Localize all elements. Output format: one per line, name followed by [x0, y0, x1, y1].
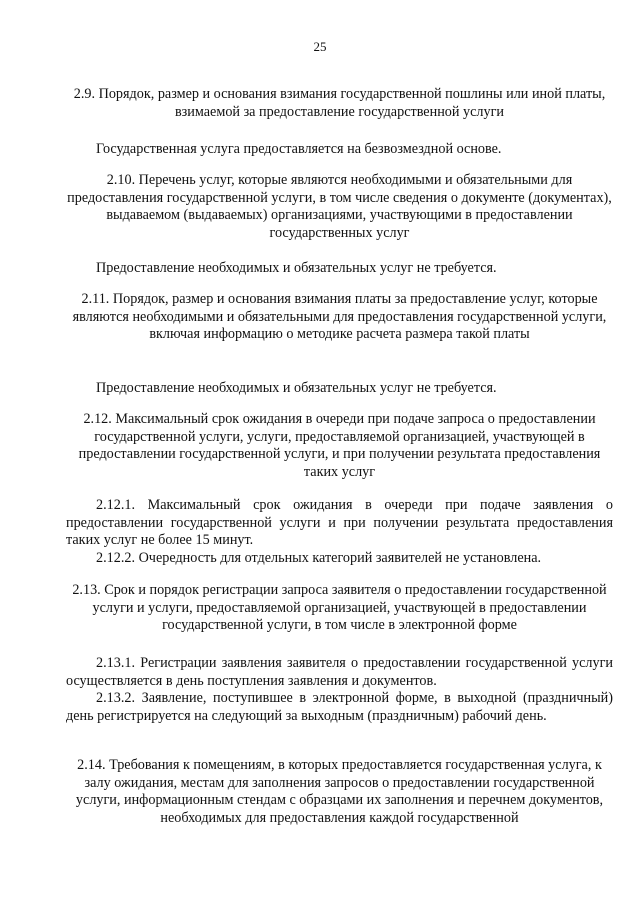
section-2-9-heading: 2.9. Порядок, размер и основания взимания государственной пошлины или иной платы, взимаемой за предоставление государственной услуги — [73, 86, 606, 120]
section-2-12-1-text: 2.12.1. Максимальный срок ожидания в очереди при подаче заявления о предоставлении государственной услуги и при получении результата предоставления таких услуг не более 15 минут. — [66, 497, 613, 549]
section-2-9-text: Государственная услуга предоставляется на безвозмездной основе. — [96, 141, 502, 157]
section-2-11-heading: 2.11. Порядок, размер и основания взимания платы за предоставление услуг, которые являются необходимыми и обязательными для предоставления государственной услуги, включая информацию о методике расчета размера такой платы — [72, 291, 607, 343]
page-number: 25 — [313, 39, 327, 54]
section-2-13-2-text: 2.13.2. Заявление, поступившее в электронной форме, в выходной (праздничный) день регистрируется на следующий за выходным (праздничным) рабочий день. — [66, 690, 613, 724]
section-2-14-heading: 2.14. Требования к помещениям, в которых предоставляется государственная услуга, к залу ожидания, местам для заполнения запросов о предоставлении государственной услуги, информационным стендам с образцами их заполнения и перечнем документов, необходимых для предоставления каждой государственной — [75, 757, 604, 826]
section-2-13-heading: 2.13. Срок и порядок регистрации запроса заявителя о предоставлении государственной услуги и услуги, предоставляемой организацией, участвующей в предоставлении государственной услуги, в том числе в электронной форме — [72, 582, 607, 634]
section-2-12-heading: 2.12. Максимальный срок ожидания в очереди при подаче запроса о предоставлении государственной услуги, услуги, предоставляемой организацией, участвующей в предоставлении государственной услуги, и при получении результата предоставления таких услуг — [78, 411, 601, 480]
section-2-10-text: Предоставление необходимых и обязательных услуг не требуется. — [96, 260, 497, 276]
section-2-12-2-text: 2.12.2. Очередность для отдельных категорий заявителей не установлена. — [96, 550, 542, 566]
section-2-13-1-text: 2.13.1. Регистрации заявления заявителя о предоставлении государственной услуги осуществляется в день поступления заявления и документов. — [66, 655, 613, 689]
section-2-10-heading: 2.10. Перечень услуг, которые являются необходимыми и обязательными для предоставления государственной услуги, в том числе сведения о документе (документах), выдаваемом (выдаваемых) организациями, участвующими в предоставлении государственных услуг — [67, 172, 612, 241]
section-2-11-text: Предоставление необходимых и обязательных услуг не требуется. — [96, 380, 497, 396]
